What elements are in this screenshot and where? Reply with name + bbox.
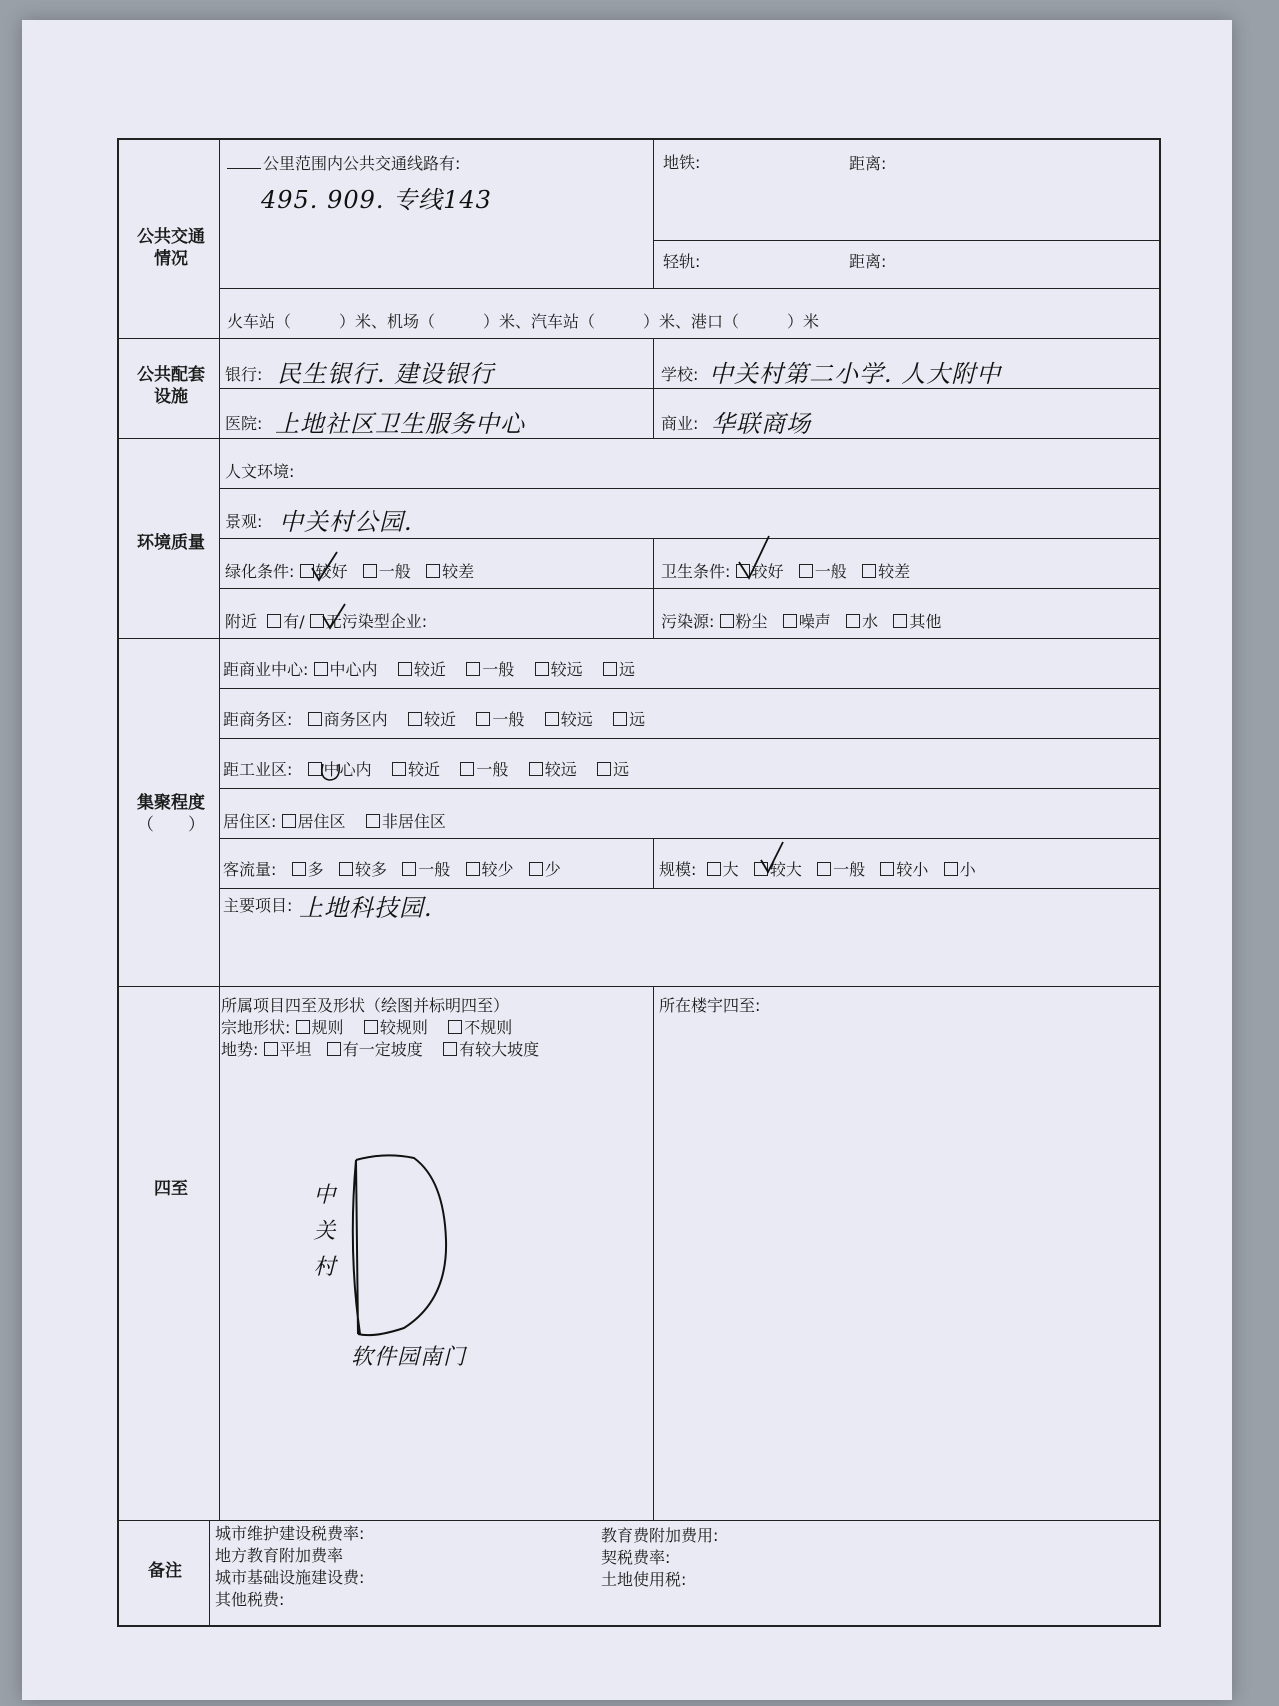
greening-good-checkmark [309, 550, 339, 584]
traffic-row: 客流量: 多 较多 一般 较少 少 [223, 860, 561, 879]
business-checkbox-5[interactable] [613, 712, 627, 726]
hygiene-good-checkmark [735, 534, 771, 582]
shape-checkbox-irregular[interactable] [448, 1020, 462, 1034]
section-line-transport [119, 338, 1159, 339]
greening-checkbox-average[interactable] [363, 564, 377, 578]
greening-checkbox-poor[interactable] [426, 564, 440, 578]
commercial-checkbox-3[interactable] [466, 662, 480, 676]
terrain-checkbox-flat[interactable] [264, 1042, 278, 1056]
sketch-bottom-label: 软件园南门 [351, 1345, 467, 1370]
traffic-checkbox-5[interactable] [529, 862, 543, 876]
scale-checkbox-1[interactable] [707, 862, 721, 876]
pollution-row: 污染源: 粉尘 噪声 水 其他 [661, 612, 942, 631]
greening-row: 绿化条件: 较好 一般 较差 [225, 562, 475, 581]
scale-checkbox-4[interactable] [880, 862, 894, 876]
traffic-checkbox-2[interactable] [339, 862, 353, 876]
shape-row: 宗地形状: 规则 较规则 不规则 [221, 1018, 513, 1037]
section-line-environment [119, 638, 1159, 639]
transport-line-1 [653, 240, 1159, 241]
transport-divider [653, 140, 654, 288]
commerce-label: 商业: [661, 414, 699, 433]
light-rail-distance-label: 距离: [849, 252, 887, 271]
remarks-header: 备注 [148, 1561, 182, 1581]
section-line-boundaries [119, 1520, 1159, 1521]
agg-line-1 [219, 688, 1159, 689]
commercial-checkbox-1[interactable] [314, 662, 328, 676]
property-survey-form [117, 138, 1161, 1627]
nearby-no-checkmark [321, 602, 347, 632]
commercial-checkbox-2[interactable] [398, 662, 412, 676]
main-projects-label: 主要项目: [223, 896, 293, 915]
business-checkbox-2[interactable] [408, 712, 422, 726]
residential-checkbox-2[interactable] [366, 814, 380, 828]
hospital-value: 上地社区卫生服务中心 [275, 410, 525, 438]
pollution-checkbox-water[interactable] [846, 614, 860, 628]
commercial-row: 距商业中心: 中心内 较近 一般 较远 远 [223, 660, 635, 679]
industrial-checkbox-4[interactable] [529, 762, 543, 776]
remark-right-2: 契税费率: [601, 1548, 671, 1567]
hygiene-checkbox-average[interactable] [799, 564, 813, 578]
hospital-label: 医院: [225, 414, 263, 433]
business-checkbox-3[interactable] [476, 712, 490, 726]
remark-right-3: 土地使用税: [601, 1570, 687, 1589]
scale-large-checkmark [759, 840, 785, 876]
scale-checkbox-5[interactable] [944, 862, 958, 876]
agg-line-3 [219, 788, 1159, 789]
business-checkbox-4[interactable] [545, 712, 559, 726]
env-divider [653, 538, 654, 638]
business-checkbox-1[interactable] [308, 712, 322, 726]
agg-line-4 [219, 838, 1159, 839]
agglomeration-header: 集聚程度 [137, 793, 205, 813]
remark-right-1: 教育费附加费用: [601, 1526, 719, 1545]
scale-checkbox-3[interactable] [817, 862, 831, 876]
facilities-header: 公共配套设施 [137, 365, 205, 407]
remarks-header-divider [209, 1520, 210, 1625]
env-line-1 [219, 488, 1159, 489]
main-projects-value: 上地科技园. [299, 894, 433, 922]
residential-checkbox-1[interactable] [282, 814, 296, 828]
project-boundaries-title: 所属项目四至及形状（绘图并标明四至） [221, 996, 510, 1015]
sketch-left-label: 中关村 [313, 1183, 337, 1280]
env-line-3 [219, 588, 1159, 589]
terrain-row: 地势: 平坦 有一定坡度 有较大坡度 [221, 1040, 540, 1059]
stations-distance-row: 火车站（ ）米、机场（ ）米、汽车站（ ）米、港口（ ）米 [227, 312, 820, 331]
bus-lines-value: 495. 909. 专线143 [261, 186, 492, 214]
commercial-checkbox-4[interactable] [535, 662, 549, 676]
bank-label: 银行: [225, 365, 263, 384]
industrial-checkbox-5[interactable] [597, 762, 611, 776]
traffic-checkbox-3[interactable] [402, 862, 416, 876]
terrain-checkbox-steep[interactable] [443, 1042, 457, 1056]
pollution-checkbox-other[interactable] [893, 614, 907, 628]
agg-line-2 [219, 738, 1159, 739]
terrain-checkbox-slight[interactable] [327, 1042, 341, 1056]
boundaries-divider [653, 986, 654, 1520]
subway-label: 地铁: [663, 153, 701, 172]
transport-header: 公共交通情况 [137, 227, 205, 269]
hygiene-row: 卫生条件: 较好 一般 较差 [661, 562, 911, 581]
school-value: 中关村第二小学. 人大附中 [709, 360, 1002, 388]
remark-left-3: 城市基础设施建设费: [215, 1568, 365, 1587]
industrial-center-mark [319, 754, 343, 782]
hygiene-checkbox-poor[interactable] [862, 564, 876, 578]
subway-distance-label: 距离: [849, 154, 887, 173]
boundary-sketch-drawing [344, 1150, 454, 1350]
landscape-label: 景观: [225, 512, 263, 531]
transport-line-2 [219, 288, 1159, 289]
pollution-checkbox-dust[interactable] [720, 614, 734, 628]
industrial-row: 距工业区: 中心内 较近 一般 较远 远 [223, 760, 630, 779]
traffic-checkbox-4[interactable] [466, 862, 480, 876]
shape-checkbox-fairly-regular[interactable] [364, 1020, 378, 1034]
remark-left-2: 地方教育附加费率 [215, 1546, 344, 1565]
env-line-2 [219, 538, 1159, 539]
remark-left-4: 其他税费: [215, 1590, 285, 1609]
commerce-value: 华联商场 [711, 410, 811, 438]
environment-header: 环境质量 [137, 533, 205, 553]
light-rail-label: 轻轨: [663, 252, 701, 271]
school-label: 学校: [661, 365, 699, 384]
agglomeration-paren: （ ） [137, 815, 205, 835]
pollution-checkbox-noise[interactable] [783, 614, 797, 628]
culture-label: 人文环境: [225, 462, 295, 481]
header-column-divider [219, 140, 220, 1520]
bank-value: 民生银行. 建设银行 [277, 360, 495, 388]
agg-divider [653, 838, 654, 888]
residential-row: 居住区: 居住区 非居住区 [223, 812, 446, 831]
traffic-checkbox-1[interactable] [292, 862, 306, 876]
building-boundaries-title: 所在楼宇四至: [659, 996, 761, 1015]
boundaries-header: 四至 [154, 1179, 188, 1199]
nearby-row: 附近 有/ 无污染型企业: [225, 612, 428, 631]
section-line-agglomeration [119, 986, 1159, 987]
landscape-value: 中关村公园. [279, 508, 413, 536]
bus-lines-label: 公里范围内公共交通线路有: [227, 154, 460, 174]
scale-row: 规模: 大 较大 一般 较小 小 [659, 860, 976, 879]
business-row: 距商务区: 商务区内 较近 一般 较远 远 [223, 710, 646, 729]
industrial-checkbox-2[interactable] [392, 762, 406, 776]
industrial-checkbox-3[interactable] [460, 762, 474, 776]
nearby-checkbox-yes[interactable] [267, 614, 281, 628]
paper-sheet [22, 20, 1232, 1700]
shape-checkbox-regular[interactable] [296, 1020, 310, 1034]
commercial-checkbox-5[interactable] [603, 662, 617, 676]
remark-left-1: 城市维护建设税费率: [215, 1524, 365, 1543]
